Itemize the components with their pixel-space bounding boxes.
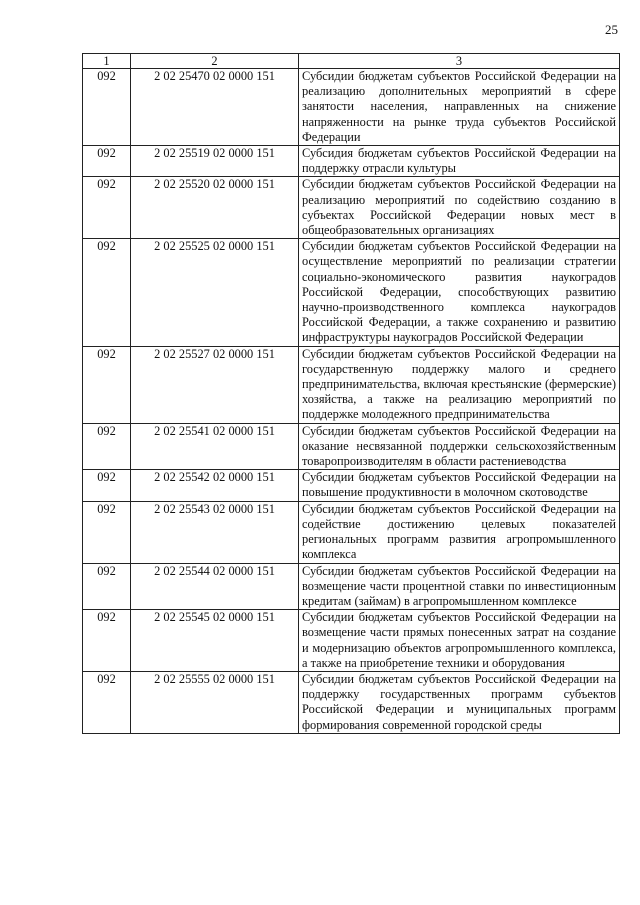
table-row [83,239,620,346]
budget-code-cell: 2 02 25525 02 0000 151 [131,239,299,346]
budget-classification-table [82,53,620,734]
table-header-row [83,54,620,69]
budget-code-cell: 2 02 25542 02 0000 151 [131,470,299,501]
budget-code-cell: 2 02 25555 02 0000 151 [131,671,299,733]
admin-code-cell: 092 [83,69,131,146]
description-cell: Субсидии бюджетам субъектов Российской Федерации на поддержку государственных программ субъектов Российской Федерации и муниципальных программ формирования современной городской среды [299,671,620,733]
budget-code-cell: 2 02 25527 02 0000 151 [131,346,299,423]
budget-code-cell: 2 02 25470 02 0000 151 [131,69,299,146]
table-row [83,69,620,146]
admin-code-cell: 092 [83,423,131,470]
admin-code-cell: 092 [83,563,131,610]
table-row [83,501,620,563]
budget-code-cell: 2 02 25545 02 0000 151 [131,610,299,672]
budget-code-cell: 2 02 25519 02 0000 151 [131,146,299,177]
table-row [83,671,620,733]
budget-code-cell: 2 02 25541 02 0000 151 [131,423,299,470]
table-body [83,69,620,734]
admin-code-cell: 092 [83,239,131,346]
column-header-3: 3 [299,54,620,69]
description-cell: Субсидии бюджетам субъектов Российской Федерации на реализацию мероприятий по содействию созданию в субъектах Российской Федерации новых мест в общеобразовательных организациях [299,177,620,239]
admin-code-cell: 092 [83,177,131,239]
description-cell: Субсидии бюджетам субъектов Российской Федерации на осуществление мероприятий по реализации стратегии социально-экономического развития наукоградов Российской Федерации, способствующих развитию научно-производственного комплекса наукоградов Российской Федерации, а также сохранению и развитию инфраструктуры наукоградов Российской Федерации [299,239,620,346]
table-row [83,470,620,501]
budget-code-cell: 2 02 25544 02 0000 151 [131,563,299,610]
description-cell: Субсидии бюджетам субъектов Российской Федерации на государственную поддержку малого и среднего предпринимательства, включая крестьянские (фермерские) хозяйства, а также на реализацию мероприятий по поддержке молодежного предпринимательства [299,346,620,423]
table-row [83,346,620,423]
admin-code-cell: 092 [83,501,131,563]
admin-code-cell: 092 [83,610,131,672]
description-cell: Субсидии бюджетам субъектов Российской Федерации на реализацию дополнительных мероприятий в сфере занятости населения, направленных на снижение напряженности на рынке труда субъектов Российской Федерации [299,69,620,146]
table-row [83,146,620,177]
table-row [83,177,620,239]
admin-code-cell: 092 [83,671,131,733]
description-cell: Субсидии бюджетам субъектов Российской Федерации на повышение продуктивности в молочном скотоводстве [299,470,620,501]
description-cell: Субсидии бюджетам субъектов Российской Федерации на содействие достижению целевых показателей региональных программ развития агропромышленного комплекса [299,501,620,563]
admin-code-cell: 092 [83,146,131,177]
description-cell: Субсидии бюджетам субъектов Российской Федерации на возмещение части процентной ставки по инвестиционным кредитам (займам) в агропромышленном комплексе [299,563,620,610]
column-header-1: 1 [83,54,131,69]
table-row [83,563,620,610]
page-number: 25 [605,22,618,37]
admin-code-cell: 092 [83,470,131,501]
table-row [83,610,620,672]
admin-code-cell: 092 [83,346,131,423]
table-row [83,423,620,470]
description-cell: Субсидия бюджетам субъектов Российской Федерации на поддержку отрасли культуры [299,146,620,177]
column-header-2: 2 [131,54,299,69]
budget-code-cell: 2 02 25543 02 0000 151 [131,501,299,563]
description-cell: Субсидии бюджетам субъектов Российской Федерации на оказание несвязанной поддержки сельскохозяйственным товаропроизводителям в области растениеводства [299,423,620,470]
description-cell: Субсидии бюджетам субъектов Российской Федерации на возмещение части прямых понесенных затрат на создание и модернизацию объектов агропромышленного комплекса, а также на приобретение техники и оборудования [299,610,620,672]
budget-code-cell: 2 02 25520 02 0000 151 [131,177,299,239]
